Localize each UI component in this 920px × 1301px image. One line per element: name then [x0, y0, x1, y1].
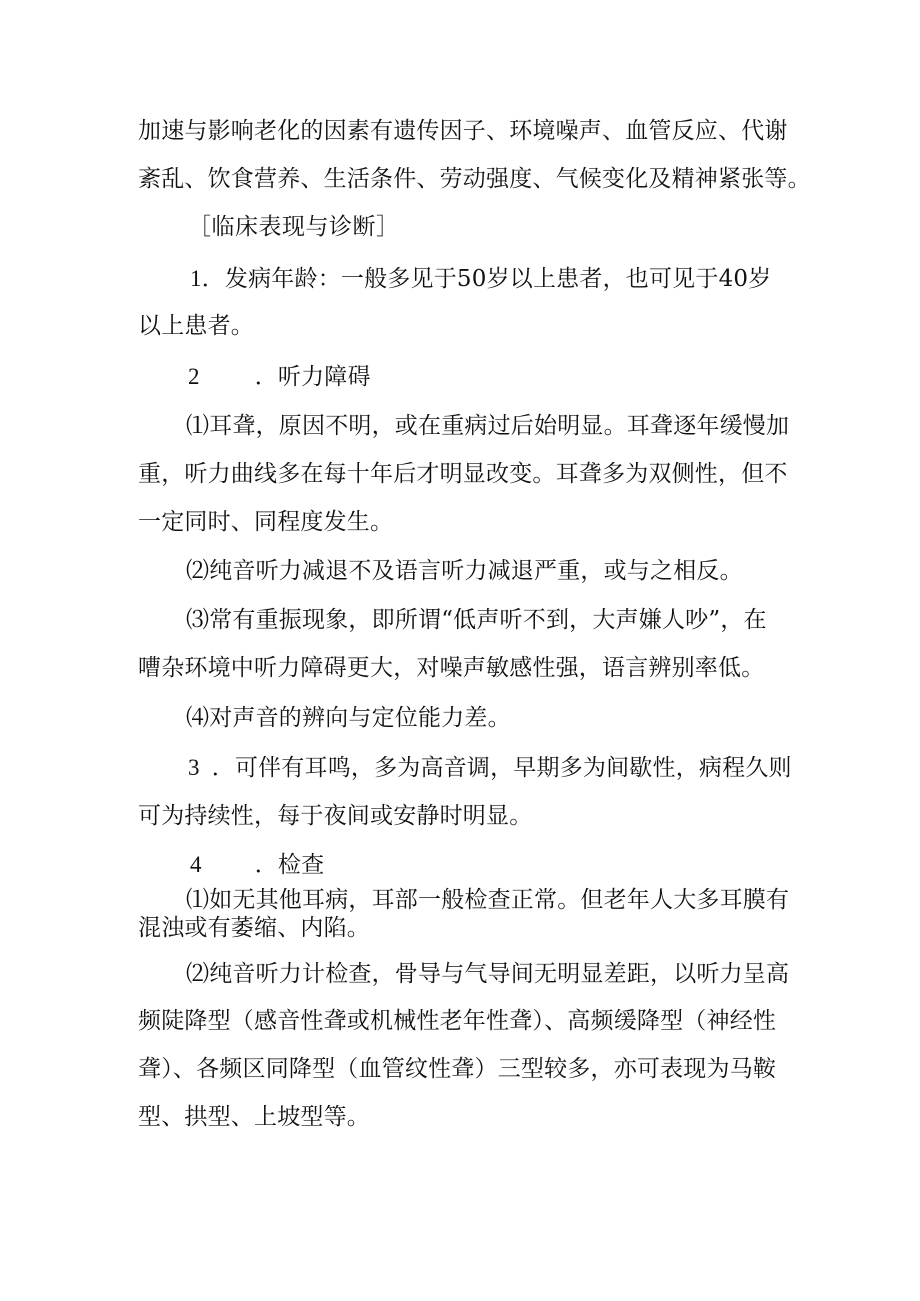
item-1-line-2: 以上患者。 [138, 313, 254, 339]
item-2-sub-2: ⑵纯音听力减退不及语言听力减退严重，或与之相反。 [186, 558, 743, 584]
item-2-sub-4: ⑷对声音的辨向与定位能力差。 [186, 705, 511, 731]
intro-line-1: 加速与影响老化的因素有遗传因子、环境噪声、血管反应、代谢 [138, 118, 788, 144]
item-4-sub-2-line-3: 聋）、各频区同降型（血管纹性聋）三型较多，亦可表现为马鞍 [138, 1056, 777, 1082]
item-3-line-1 [188, 753, 792, 783]
item-2-sub-1-line-2: 重，听力曲线多在每十年后才明显改变。耳聋多为双侧性，但不 [138, 461, 788, 487]
item-2-sub-1-line-3: 一定同时、同程度发生。 [138, 509, 394, 535]
item-4-sub-2-line-4: 型、拱型、上坡型等。 [138, 1104, 370, 1130]
item-4-title: ．检查 [254, 852, 325, 878]
item-4-sub-1-line-2: 混浊或有萎缩、内陷。 [138, 915, 370, 941]
item-4-sub-2-line-2: 频陡降型（感音性聋或机械性老年性聋）、高频缓降型（神经性 [138, 1008, 777, 1034]
item-4-number: 4 [190, 852, 202, 877]
item-2-heading [188, 362, 371, 392]
item-2-sub-1-line-1: ⑴耳聋，原因不明，或在重病过后始明显。耳聋逐年缓慢加 [186, 413, 790, 439]
item-4-sub-1-line-1: ⑴如无其他耳病，耳部一般检查正常。但老年人大多耳膜有 [186, 887, 790, 913]
item-2-title: ．听力障碍 [254, 364, 371, 390]
item-2-sub-3-line-2: 嘈杂环境中听力障碍更大，对噪声敏感性强，语言辨别率低。 [138, 655, 765, 681]
item-2-number: 2 [188, 364, 200, 389]
item-4-sub-2-line-1: ⑵纯音听力计检查，骨导与气导间无明显差距，以听力呈高 [186, 961, 790, 987]
item-3-line-2: 可为持续性，每于夜间或安静时明显。 [138, 803, 533, 829]
item-1-line-1 [190, 264, 771, 294]
intro-line-2: 紊乱、饮食营养、生活条件、劳动强度、气候变化及精神紧张等。 [138, 166, 811, 192]
item-2-sub-3-line-1: ⑶常有重振现象，即所谓“低声听不到，大声嫌人吵”，在 [186, 607, 767, 633]
item-1-text: ．发病年龄：一般多见于50岁以上患者，也可见于40岁 [201, 266, 772, 292]
item-3-number: 3 [188, 755, 200, 780]
item-3-text: ．可伴有耳鸣，多为高音调，早期多为间歇性，病程久则 [211, 755, 792, 781]
item-4-heading [190, 850, 324, 880]
item-1-number: 1 [190, 266, 202, 291]
section-heading: ［临床表现与诊断］ [188, 214, 400, 240]
